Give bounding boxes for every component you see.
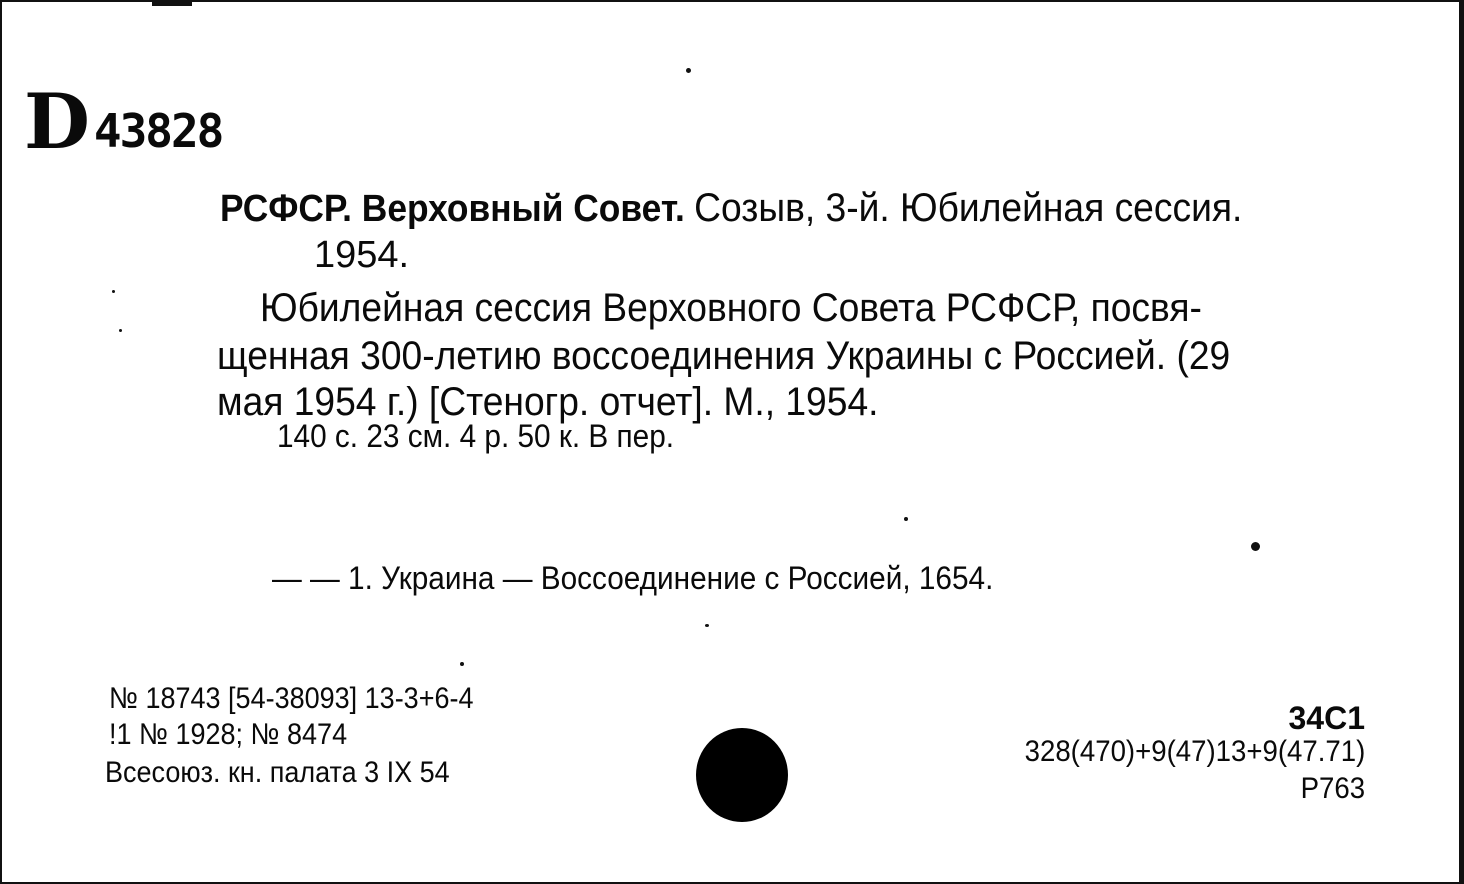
ink-speck (119, 329, 122, 332)
heading-corporate-author: РСФСР. Верховный Совет. (220, 188, 685, 230)
heading-session: Созыв, 3-й. Юбилейная сессия. (694, 186, 1243, 230)
title-line-1: Юбилейная сессия Верховного Совета РСФСР, посвя- (260, 286, 1202, 330)
ink-speck (705, 624, 709, 627)
registration-line-2: !1 № 1928; № 8474 (109, 718, 348, 751)
call-number-digits: 43828 (93, 104, 223, 158)
author-mark: Р763 (1300, 772, 1365, 805)
collation: 140 с. 23 см. 4 р. 50 к. В пер. (277, 418, 675, 454)
call-number-letter: D (24, 77, 88, 166)
ink-speck (1251, 542, 1260, 551)
classification-index: 328(470)+9(47)13+9(47.71) (1024, 735, 1365, 768)
card-edge-mark (152, 2, 192, 6)
registration-line-3: Всесоюз. кн. палата 3 IX 54 (105, 756, 450, 789)
main-heading (220, 188, 1242, 228)
title-line-2: щенная 300-летию воссоединения Украины с Россией. (29 (217, 334, 1231, 378)
heading-year: 1954. (314, 234, 410, 276)
punch-hole (696, 728, 788, 822)
title-line-3: мая 1954 г.) [Стеногр. отчет]. М., 1954. (217, 380, 879, 424)
ink-speck (904, 517, 908, 521)
registration-line-1: № 18743 [54-38093] 13-3+6-4 (109, 682, 474, 715)
ink-speck (112, 290, 115, 293)
ink-speck (686, 68, 691, 73)
ink-speck (460, 662, 464, 666)
subject-entry: — — 1. Украина — Воссоединение с Россией, 1654. (272, 560, 994, 596)
classification-code: 34С1 (1288, 700, 1365, 736)
call-number (24, 77, 223, 166)
